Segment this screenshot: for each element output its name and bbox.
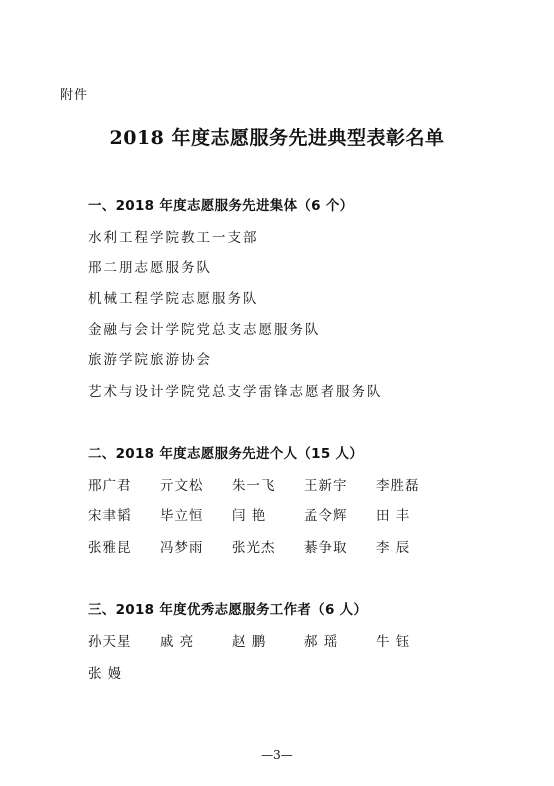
honoree-name: 亓文松 (160, 478, 204, 494)
honoree-name: 田 丰 (376, 508, 411, 524)
honoree-name: 张雅昆 (88, 540, 132, 556)
section-heading-collectives: 一、2018 年度志愿服务先进集体（6 个） (88, 198, 354, 214)
collective-item: 水利工程学院教工一支部 (88, 230, 259, 246)
honoree-name: 戚 亮 (160, 634, 195, 650)
attachment-label: 附件 (60, 88, 89, 103)
page-number: —3— (261, 748, 293, 762)
honoree-name: 宋聿韬 (88, 508, 132, 524)
honoree-name: 綦争取 (304, 540, 348, 556)
document-title: 2018 年度志愿服务先进典型表彰名单 (109, 127, 445, 149)
honoree-name: 郝 瑶 (304, 634, 339, 650)
honoree-name: 牛 钰 (376, 634, 411, 650)
honoree-name: 张光杰 (232, 540, 276, 556)
honoree-name: 闫 艳 (232, 508, 267, 524)
collective-item: 旅游学院旅游协会 (88, 352, 212, 368)
section-heading-individuals: 二、2018 年度志愿服务先进个人（15 人） (88, 446, 364, 462)
honoree-name: 冯梦雨 (160, 540, 204, 556)
collective-item: 艺术与设计学院党总支学雷锋志愿者服务队 (88, 384, 383, 400)
honoree-name: 李 辰 (376, 540, 411, 556)
section-heading-workers: 三、2018 年度优秀志愿服务工作者（6 人） (88, 602, 368, 618)
honoree-name: 朱一飞 (232, 478, 276, 494)
honoree-name: 赵 鹏 (232, 634, 267, 650)
honoree-name: 孟令辉 (304, 508, 348, 524)
honoree-name: 王新宇 (304, 478, 348, 494)
collective-item: 机械工程学院志愿服务队 (88, 291, 259, 307)
honoree-name: 邢广君 (88, 478, 132, 494)
honoree-name: 孙天星 (88, 634, 132, 650)
collective-item: 邢二朋志愿服务队 (88, 260, 212, 276)
honoree-name: 张 嫚 (88, 666, 123, 682)
collective-item: 金融与会计学院党总支志愿服务队 (88, 322, 321, 338)
honoree-name: 毕立恒 (160, 508, 204, 524)
honoree-name: 李胜磊 (376, 478, 420, 494)
